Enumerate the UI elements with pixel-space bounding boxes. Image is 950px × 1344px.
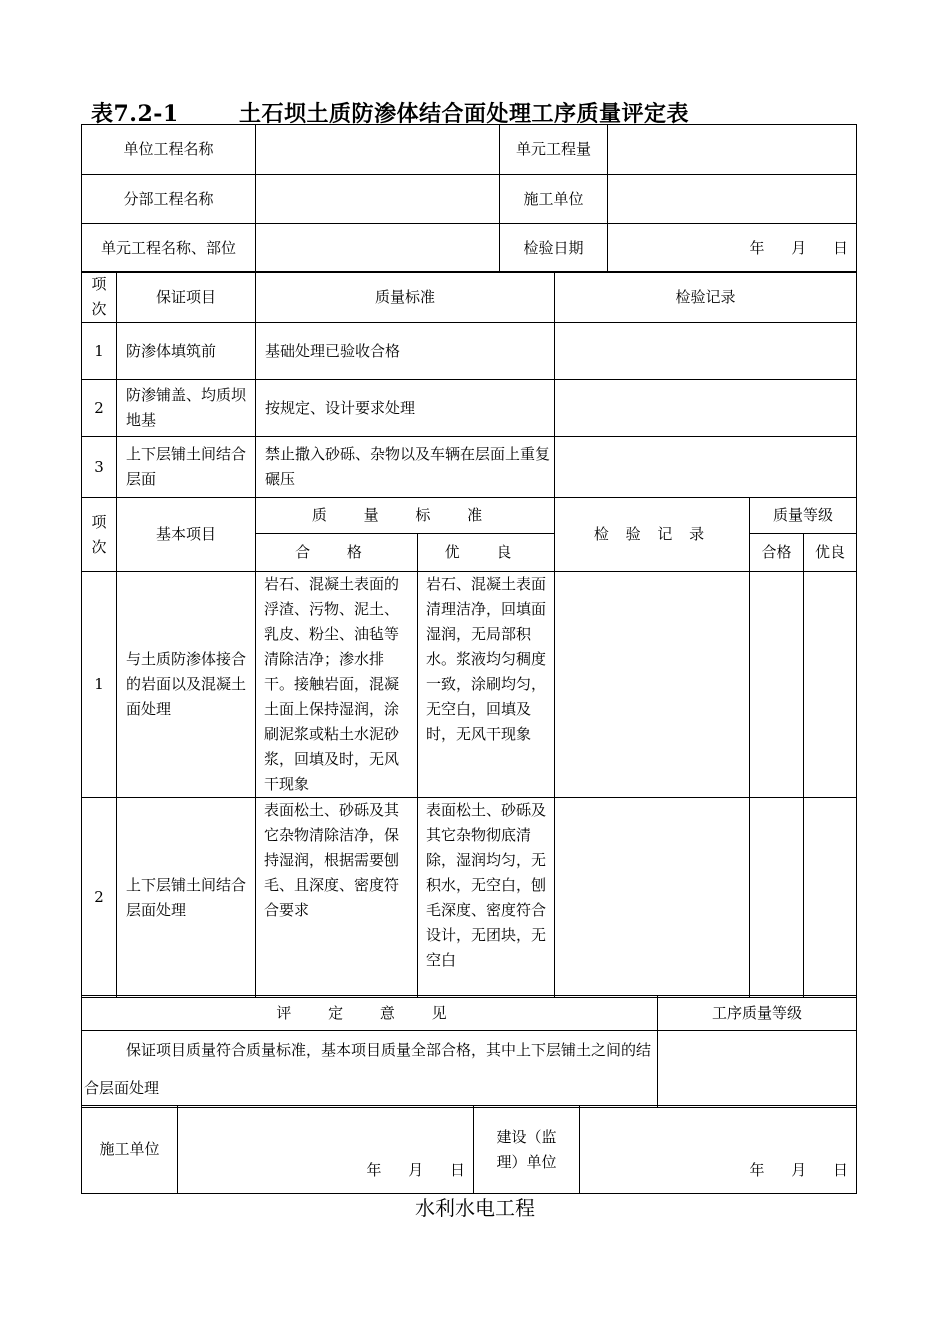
basic-qualified-standard: 表面松土、砂砾及其它杂物清除洁净，保持湿润，根据需要刨毛、且深度、密度符合要求 — [256, 798, 418, 998]
signature-construction-label: 施工单位 — [82, 1106, 178, 1194]
basic-record[interactable] — [555, 798, 750, 998]
guarantee-index: 2 — [82, 380, 117, 437]
guarantee-record[interactable] — [555, 323, 857, 380]
guarantee-record[interactable] — [555, 380, 857, 437]
unit-project-label: 单位工程名称 — [82, 125, 256, 175]
basic-item: 与土质防渗体接合的岩面以及混凝土面处理 — [117, 572, 256, 798]
guarantee-standard: 基础处理已验收合格 — [256, 323, 555, 380]
division-project-value[interactable] — [256, 175, 500, 224]
element-quantity-value[interactable] — [608, 125, 857, 175]
table-row — [82, 323, 857, 380]
assessment-table — [81, 995, 857, 1108]
guarantee-item: 防渗体填筑前 — [117, 323, 256, 380]
signature-construction-date: 年 月 日 — [366, 1161, 465, 1179]
element-name-value[interactable] — [256, 224, 500, 273]
header-table — [81, 124, 857, 273]
basic-table — [81, 497, 857, 998]
assessment-opinion-label: 评 定 意 见 — [82, 996, 658, 1031]
basic-standard-header: 质 量 标 准 — [256, 498, 555, 534]
element-quantity-label: 单元工程量 — [500, 125, 608, 175]
basic-index-header: 项次 — [82, 498, 117, 572]
guarantee-record-header: 检验记录 — [555, 272, 857, 323]
basic-item: 上下层铺土间结合层面处理 — [117, 798, 256, 998]
basic-excellent-standard: 表面松土、砂砾及其它杂物彻底清除，湿润均匀，无积水，无空白，刨毛深度、密度符合设计，无团块，无空白 — [418, 798, 555, 998]
signature-table — [81, 1105, 857, 1194]
guarantee-item-header: 保证项目 — [117, 272, 256, 323]
basic-qualified-standard: 岩石、混凝土表面的浮渣、污物、泥土、乳皮、粉尘、油毡等清除洁净；渗水排干。接触岩面，混凝土面上保持湿润，涂刷泥浆或粘土水泥砂浆，回填及时，无风干现象 — [256, 572, 418, 798]
table-row — [82, 572, 857, 798]
signature-owner-date-cell[interactable] — [580, 1106, 857, 1194]
grade-qualified-header: 合格 — [750, 534, 804, 572]
guarantee-index: 3 — [82, 437, 117, 498]
basic-index: 1 — [82, 572, 117, 798]
table-row — [82, 798, 857, 998]
guarantee-index: 1 — [82, 323, 117, 380]
guarantee-standard-header: 质量标准 — [256, 272, 555, 323]
guarantee-standard: 按规定、设计要求处理 — [256, 380, 555, 437]
construction-unit-value[interactable] — [608, 175, 857, 224]
guarantee-record[interactable] — [555, 437, 857, 498]
grade-excellent-cell[interactable] — [804, 798, 857, 998]
process-grade-label: 工序质量等级 — [658, 996, 857, 1031]
unit-project-value[interactable] — [256, 125, 500, 175]
guarantee-item: 防渗铺盖、均质坝地基 — [117, 380, 256, 437]
guarantee-item: 上下层铺土间结合层面 — [117, 437, 256, 498]
form-code: 表7.2-1 — [91, 101, 179, 127]
signature-owner-label: 建设（监理）单位 — [474, 1106, 580, 1194]
guarantee-index-header: 项次 — [82, 272, 117, 323]
table-row — [82, 380, 857, 437]
basic-record-header: 检 验 记 录 — [555, 498, 750, 572]
signature-owner-date: 年 月 日 — [749, 1161, 848, 1179]
assessment-opinion-content: 保证项目质量符合质量标准，基本项目质量全部合格，其中上下层铺土之间的结合层面处理 — [84, 1041, 652, 1097]
division-project-label: 分部工程名称 — [82, 175, 256, 224]
basic-index: 2 — [82, 798, 117, 998]
grade-excellent-cell[interactable] — [804, 572, 857, 798]
inspection-date-value[interactable]: 年 月 日 — [608, 224, 857, 273]
grade-qualified-cell[interactable] — [750, 798, 804, 998]
table-row — [82, 437, 857, 498]
grade-header: 质量等级 — [750, 498, 857, 534]
qualified-header: 合 格 — [256, 534, 418, 572]
basic-record[interactable] — [555, 572, 750, 798]
signature-construction-date-cell[interactable] — [178, 1106, 474, 1194]
grade-qualified-cell[interactable] — [750, 572, 804, 798]
form-name: 土石坝土质防渗体结合面处理工序质量评定表 — [239, 101, 690, 127]
excellent-header: 优 良 — [418, 534, 555, 572]
element-name-label: 单元工程名称、部位 — [82, 224, 256, 273]
construction-unit-label: 施工单位 — [500, 175, 608, 224]
assessment-opinion-text — [82, 1031, 658, 1108]
basic-item-header: 基本项目 — [117, 498, 256, 572]
inspection-date-label: 检验日期 — [500, 224, 608, 273]
guarantee-table — [81, 271, 857, 498]
basic-excellent-standard: 岩石、混凝土表面清理洁净，回填面湿润，无局部积水。浆液均匀稠度一致，涂刷均匀，无空白，回填及时，无风干现象 — [418, 572, 555, 798]
guarantee-standard: 禁止撒入砂砾、杂物以及车辆在层面上重复碾压 — [256, 437, 555, 498]
grade-excellent-header: 优良 — [804, 534, 857, 572]
footer-text: 水利水电工程 — [415, 1196, 535, 1220]
process-grade-value[interactable] — [658, 1031, 857, 1108]
